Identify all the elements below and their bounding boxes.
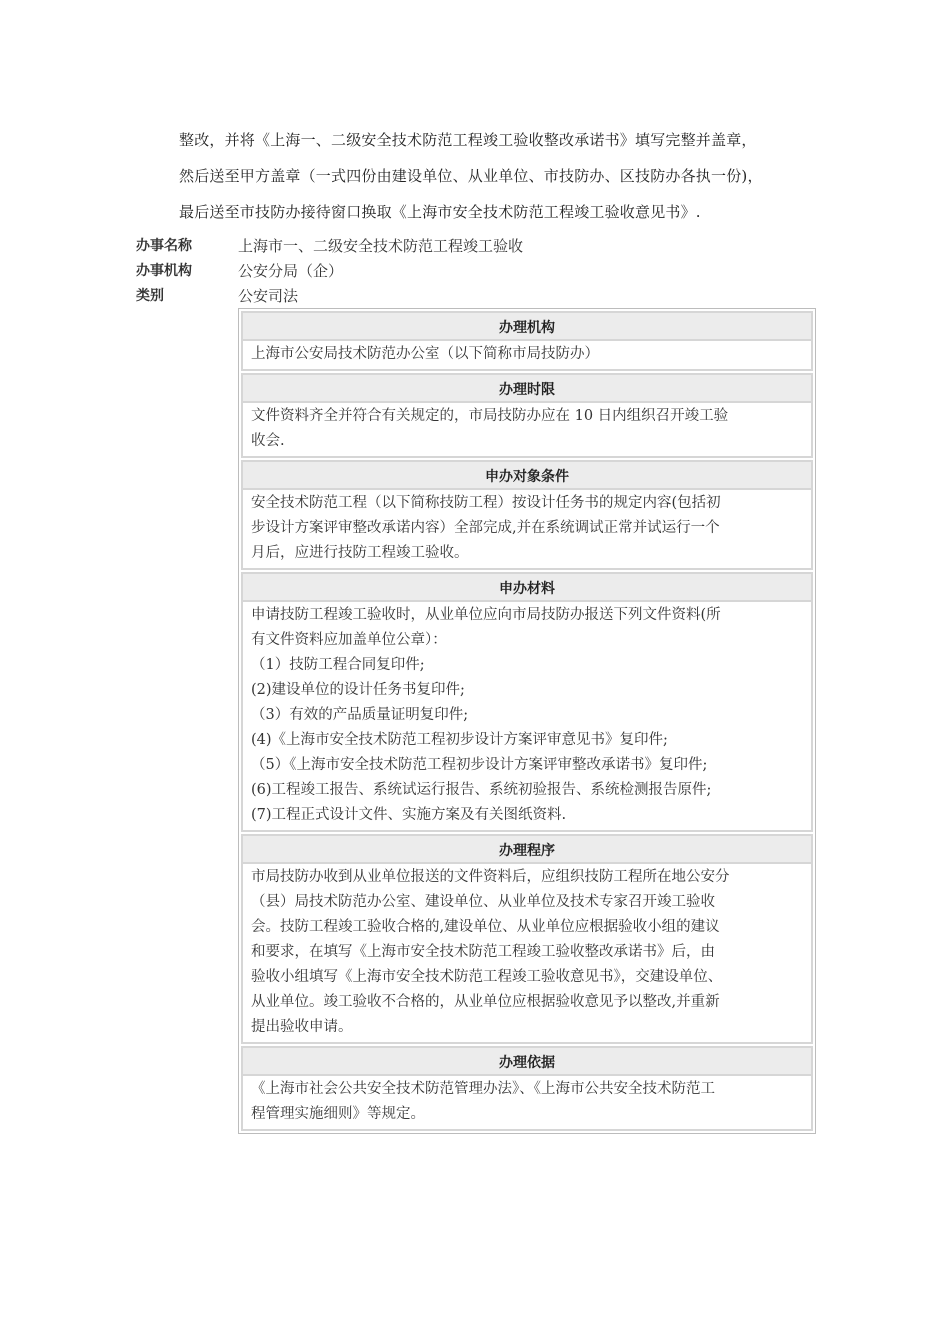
section-line: （5）《上海市安全技术防范工程初步设计方案评审整改承诺书》复印件; (251, 757, 708, 773)
meta-label-category: 类别 (136, 288, 164, 304)
intro-paragraph (179, 122, 819, 230)
meta-row-category (136, 284, 523, 309)
meta-value-org: 公安分局（企） (238, 262, 344, 280)
section-header-basis: 办理依据 (241, 1046, 813, 1076)
section-body-conditions (241, 490, 813, 570)
intro-line: 整改，并将《上海一、二级安全技术防范工程竣工验收整改承诺书》填写完整并盖章， (179, 131, 757, 149)
section-line: 文件资料齐全并符合有关规定的，市局技防办应在 10 日内组织召开竣工验 (251, 408, 729, 424)
meta-value-name: 上海市一、二级安全技术防范工程竣工验收 (238, 237, 524, 255)
meta-row-org (136, 259, 523, 284)
section-line: 步设计方案评审整改承诺内容）全部完成,并在系统调试正常并试运行一个 (251, 520, 720, 536)
section-line: (2)建设单位的设计任务书复印件; (251, 682, 465, 698)
section-line: 上海市公安局技术防范办公室（以下简称市局技防办） (251, 346, 599, 362)
section-line: （1）技防工程合同复印件; (251, 657, 425, 673)
intro-line: 最后送至市技防办接待窗口换取《上海市安全技术防范工程竣工验收意见书》. (179, 203, 701, 221)
section-line: 申请技防工程竣工验收时，从业单位应向市局技防办报送下列文件资料(所 (251, 607, 721, 623)
section-line: 提出验收申请。 (251, 1019, 353, 1035)
section-header-procedure: 办理程序 (241, 834, 813, 864)
intro-line: 然后送至甲方盖章（一式四份由建设单位、从业单位、市技防办、区技防办各执一份)， (179, 167, 763, 185)
section-line: (6)工程竣工报告、系统试运行报告、系统初验报告、系统检测报告原件; (251, 782, 712, 798)
section-line: 《上海市社会公共安全技术防范管理办法》、《上海市公共安全技术防范工 (251, 1081, 715, 1097)
section-line: 月后，应进行技防工程竣工验收。 (251, 545, 469, 561)
meta-value-category: 公安司法 (238, 287, 299, 305)
service-meta (136, 234, 523, 309)
meta-label-name: 办事名称 (136, 238, 192, 254)
section-line: （3）有效的产品质量证明复印件; (251, 707, 469, 723)
section-body-materials (241, 602, 813, 832)
section-body-agency (241, 341, 813, 371)
section-header-conditions: 申办对象条件 (241, 460, 813, 490)
section-line: (7)工程正式设计文件、实施方案及有关图纸资料. (251, 807, 567, 823)
section-body-procedure (241, 864, 813, 1044)
section-line: 会。技防工程竣工验收合格的,建设单位、从业单位应根据验收小组的建议 (251, 919, 720, 935)
section-line: 和要求，在填写《上海市安全技术防范工程竣工验收整改承诺书》后，由 (251, 944, 715, 960)
section-line: (4)《上海市安全技术防范工程初步设计方案评审意见书》复印件; (251, 732, 668, 748)
section-header-agency: 办理机构 (241, 311, 813, 341)
section-line: 安全技术防范工程（以下简称技防工程）按设计任务书的规定内容(包括初 (251, 495, 721, 511)
section-line: 有文件资料应加盖单位公章）： (251, 632, 447, 648)
section-body-basis (241, 1076, 813, 1131)
section-line: 从业单位。竣工验收不合格的，从业单位应根据验收意见予以整改,并重新 (251, 994, 720, 1010)
section-line: 程管理实施细则》等规定。 (251, 1106, 425, 1122)
section-line: 收会. (251, 433, 285, 449)
section-body-time-limit (241, 403, 813, 458)
service-detail-table (238, 308, 816, 1134)
section-header-time-limit: 办理时限 (241, 373, 813, 403)
meta-label-org: 办事机构 (136, 263, 192, 279)
meta-row-name (136, 234, 523, 259)
section-line: 验收小组填写《上海市安全技术防范工程竣工验收意见书》，交建设单位、 (251, 969, 723, 985)
section-line: 市局技防办收到从业单位报送的文件资料后，应组织技防工程所在地公安分 (251, 869, 730, 885)
section-line: （县）局技术防范办公室、建设单位、从业单位及技术专家召开竣工验收 (251, 894, 715, 910)
section-header-materials: 申办材料 (241, 572, 813, 602)
